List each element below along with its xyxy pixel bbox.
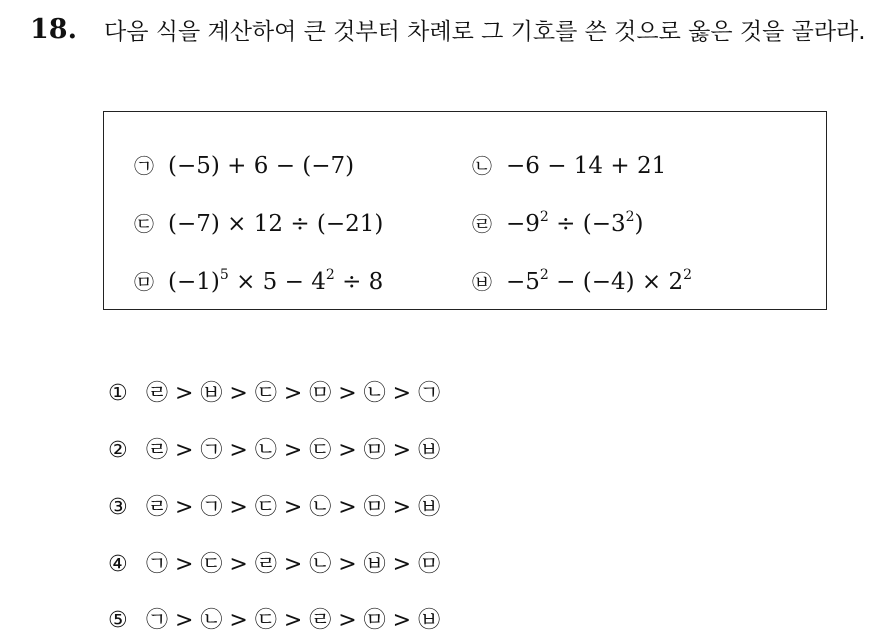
symbol-mark: ㉢ [134,212,154,236]
question-number: 18. [30,14,77,45]
question-text: 다음 식을 계산하여 큰 것부터 차례로 그 기호를 쓴 것으로 옳은 것을 골라라. [104,19,866,45]
option-number: ⑤ [108,608,128,633]
option-number: ② [108,438,128,463]
expression-item [472,208,644,237]
answer-option-4[interactable] [108,547,440,578]
symbol-mark: ㉣ [472,212,492,236]
option-text: ㉣ > ㉠ > ㉡ > ㉢ > ㉤ > ㉥ [146,438,441,463]
expression-item [472,266,692,295]
expression-text: (−1) [168,269,220,295]
expression-item [472,150,666,179]
expression-text: × 5 − 4 [228,269,326,295]
exponent: 5 [219,267,229,283]
symbol-mark: ㉡ [472,154,492,178]
expression-text: ÷ 8 [334,269,384,295]
option-number: ③ [108,495,128,520]
expression-text: ÷ (−3 [548,211,626,237]
answer-option-5[interactable] [108,603,440,634]
expression-text: ) [634,211,644,237]
option-text: ㉣ > ㉥ > ㉢ > ㉤ > ㉡ > ㉠ [146,381,441,406]
option-text: ㉣ > ㉠ > ㉢ > ㉡ > ㉤ > ㉥ [146,495,441,520]
symbol-mark: ㉠ [134,154,154,178]
exponent: 2 [683,267,693,283]
option-number: ④ [108,552,128,577]
option-number: ① [108,381,128,406]
exponent: 2 [539,209,549,225]
expression-box [103,111,827,310]
answer-option-3[interactable] [108,490,440,521]
exponent: 2 [625,209,635,225]
exponent: 2 [325,267,335,283]
expression-text: (−5) + 6 − (−7) [168,153,355,179]
answer-option-2[interactable] [108,433,440,464]
expression-item [134,208,383,237]
expression-text: −9 [506,211,540,237]
expression-text: −5 [506,269,540,295]
exponent: 2 [539,267,549,283]
answer-option-1[interactable] [108,376,440,407]
expression-text: − (−4) × 2 [548,269,684,295]
option-text: ㉠ > ㉡ > ㉢ > ㉣ > ㉤ > ㉥ [146,608,441,633]
expression-item [134,266,383,295]
symbol-mark: ㉥ [472,270,492,294]
expression-text: (−7) × 12 ÷ (−21) [168,211,384,237]
expression-text: −6 − 14 + 21 [506,153,667,179]
expression-item [134,150,354,179]
option-text: ㉠ > ㉢ > ㉣ > ㉡ > ㉥ > ㉤ [146,552,441,577]
symbol-mark: ㉤ [134,270,154,294]
